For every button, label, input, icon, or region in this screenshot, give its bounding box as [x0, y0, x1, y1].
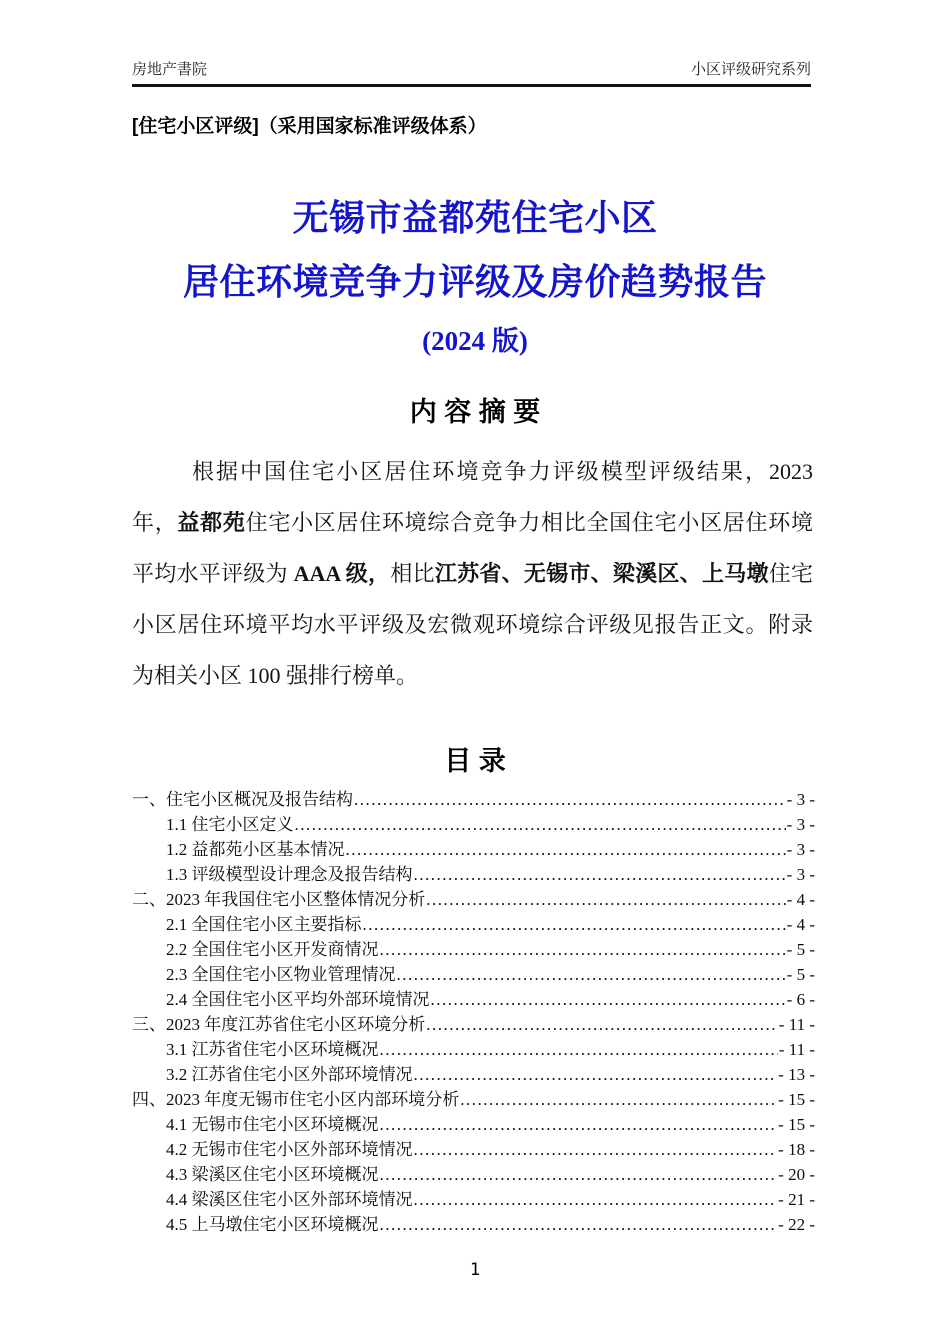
toc-entry — [132, 837, 815, 862]
toc-entry-page: - 5 - — [786, 965, 815, 984]
toc-entry-page: - 3 - — [786, 815, 815, 834]
summary-segment: AAA 级， — [293, 561, 391, 586]
toc-leader-dots — [431, 987, 786, 1012]
toc-entry-label: 4.3 梁溪区住宅小区环境概况 — [166, 1165, 379, 1184]
toc-entry — [132, 1037, 815, 1062]
toc-entry-page: - 20 - — [778, 1165, 815, 1184]
toc-entry — [132, 1087, 815, 1112]
toc-leader-dots — [380, 1162, 778, 1187]
toc-entry-label: 4.2 无锡市住宅小区外部环境情况 — [166, 1140, 413, 1159]
toc-leader-dots — [414, 862, 786, 887]
toc-entry-page: - 4 - — [786, 915, 815, 934]
toc-entry-label: 二、2023 年我国住宅小区整体情况分析 — [132, 890, 426, 909]
toc-entry-label: 三、2023 年度江苏省住宅小区环境分析 — [132, 1015, 426, 1034]
summary-heading: 内 容 摘 要 — [409, 397, 541, 427]
toc-entry — [132, 1162, 815, 1187]
summary-segment: 住宅小区居住环境平均水平评级及宏微观环境综合评级见报告正文。附录为相关小区 100 强排行榜单。 — [132, 561, 813, 688]
toc-entry-label: 2.3 全国住宅小区物业管理情况 — [166, 965, 396, 984]
rating-system-note: [住宅小区评级]（采用国家标准评级体系） — [132, 116, 487, 137]
toc-entry — [132, 1012, 815, 1037]
toc-leader-dots — [295, 812, 786, 837]
summary-segment: 住宅小区居住环境综合竞争力相比全国住宅小区居住环境平均水平评级为 — [132, 510, 813, 586]
toc-entry — [132, 812, 815, 837]
toc-entry-label: 1.1 住宅小区定义 — [166, 815, 294, 834]
toc-entry-label: 3.1 江苏省住宅小区环境概况 — [166, 1040, 379, 1059]
toc-entry — [132, 1187, 815, 1212]
toc-leader-dots — [414, 1137, 778, 1162]
toc-entry — [132, 937, 815, 962]
toc-entry-label: 4.4 梁溪区住宅小区外部环境情况 — [166, 1190, 413, 1209]
toc-leader-dots — [354, 787, 786, 812]
toc-entry-page: - 3 - — [786, 840, 815, 859]
toc-leader-dots — [346, 837, 786, 862]
toc-entry-page: - 11 - — [778, 1040, 815, 1059]
summary-segment: 根据中国住宅小区居住环境竞争力评级模型评级结果，2023 年， — [132, 459, 813, 535]
toc-entry — [132, 962, 815, 987]
toc-leader-dots — [380, 1037, 778, 1062]
toc-entry-page: - 4 - — [786, 890, 815, 909]
toc-entry — [132, 862, 815, 887]
toc-entry-page: - 5 - — [786, 940, 815, 959]
toc-leader-dots — [414, 1187, 778, 1212]
toc-entry — [132, 1112, 815, 1137]
page-number: 1 — [469, 1260, 481, 1280]
toc-entry-label: 4.1 无锡市住宅小区环境概况 — [166, 1115, 379, 1134]
toc-entry-page: - 3 - — [786, 790, 815, 809]
toc-entry — [132, 787, 815, 812]
toc-entry — [132, 887, 815, 912]
page-header — [132, 58, 811, 87]
header-right-text: 小区评级研究系列 — [690, 61, 811, 78]
toc-entry-page: - 6 - — [786, 990, 815, 1009]
toc-entry — [132, 912, 815, 937]
toc-leader-dots — [363, 912, 786, 937]
toc-entry-page: - 18 - — [778, 1140, 815, 1159]
toc-heading: 目 录 — [444, 746, 506, 776]
summary-paragraph — [132, 446, 813, 701]
toc-entry-page: - 11 - — [778, 1015, 815, 1034]
toc-entry-label: 一、住宅小区概况及报告结构 — [132, 790, 353, 809]
toc-leader-dots — [380, 937, 786, 962]
toc-list — [132, 787, 815, 1237]
summary-segment: 益都苑 — [177, 510, 246, 535]
toc-entry-page: - 15 - — [778, 1090, 815, 1109]
header-left-text: 房地产書院 — [132, 61, 208, 78]
toc-entry-label: 3.2 江苏省住宅小区外部环境情况 — [166, 1065, 413, 1084]
toc-entry-page: - 3 - — [786, 865, 815, 884]
toc-entry-label: 四、2023 年度无锡市住宅小区内部环境分析 — [132, 1090, 460, 1109]
toc-entry-label: 2.2 全国住宅小区开发商情况 — [166, 940, 379, 959]
toc-entry-label: 1.2 益都苑小区基本情况 — [166, 840, 345, 859]
toc-entry — [132, 1062, 815, 1087]
report-title-line2: 居住环境竞争力评级及房价趋势报告 — [182, 262, 767, 302]
toc-entry-page: - 15 - — [778, 1115, 815, 1134]
toc-entry-label: 2.1 全国住宅小区主要指标 — [166, 915, 362, 934]
toc-entry — [132, 1137, 815, 1162]
toc-leader-dots — [426, 887, 785, 912]
toc-leader-dots — [380, 1112, 778, 1137]
toc-entry-page: - 13 - — [778, 1065, 815, 1084]
toc-leader-dots — [414, 1062, 778, 1087]
summary-segment: 江苏省、无锡市、梁溪区、上马墩 — [434, 561, 769, 586]
toc-leader-dots — [397, 962, 786, 987]
toc-leader-dots — [426, 1012, 778, 1037]
toc-entry-label: 2.4 全国住宅小区平均外部环境情况 — [166, 990, 430, 1009]
summary-segment: 相比 — [390, 561, 435, 586]
toc-entry-label: 1.3 评级模型设计理念及报告结构 — [166, 865, 413, 884]
toc-entry-label: 4.5 上马墩住宅小区环境概况 — [166, 1215, 379, 1234]
report-title-line1: 无锡市益都苑住宅小区 — [292, 198, 658, 238]
toc-entry-page: - 22 - — [778, 1215, 815, 1234]
toc-entry — [132, 987, 815, 1012]
toc-entry — [132, 1212, 815, 1237]
report-edition: (2024 版) — [422, 326, 528, 356]
toc-leader-dots — [460, 1087, 777, 1112]
toc-entry-page: - 21 - — [778, 1190, 815, 1209]
toc-leader-dots — [380, 1212, 778, 1237]
